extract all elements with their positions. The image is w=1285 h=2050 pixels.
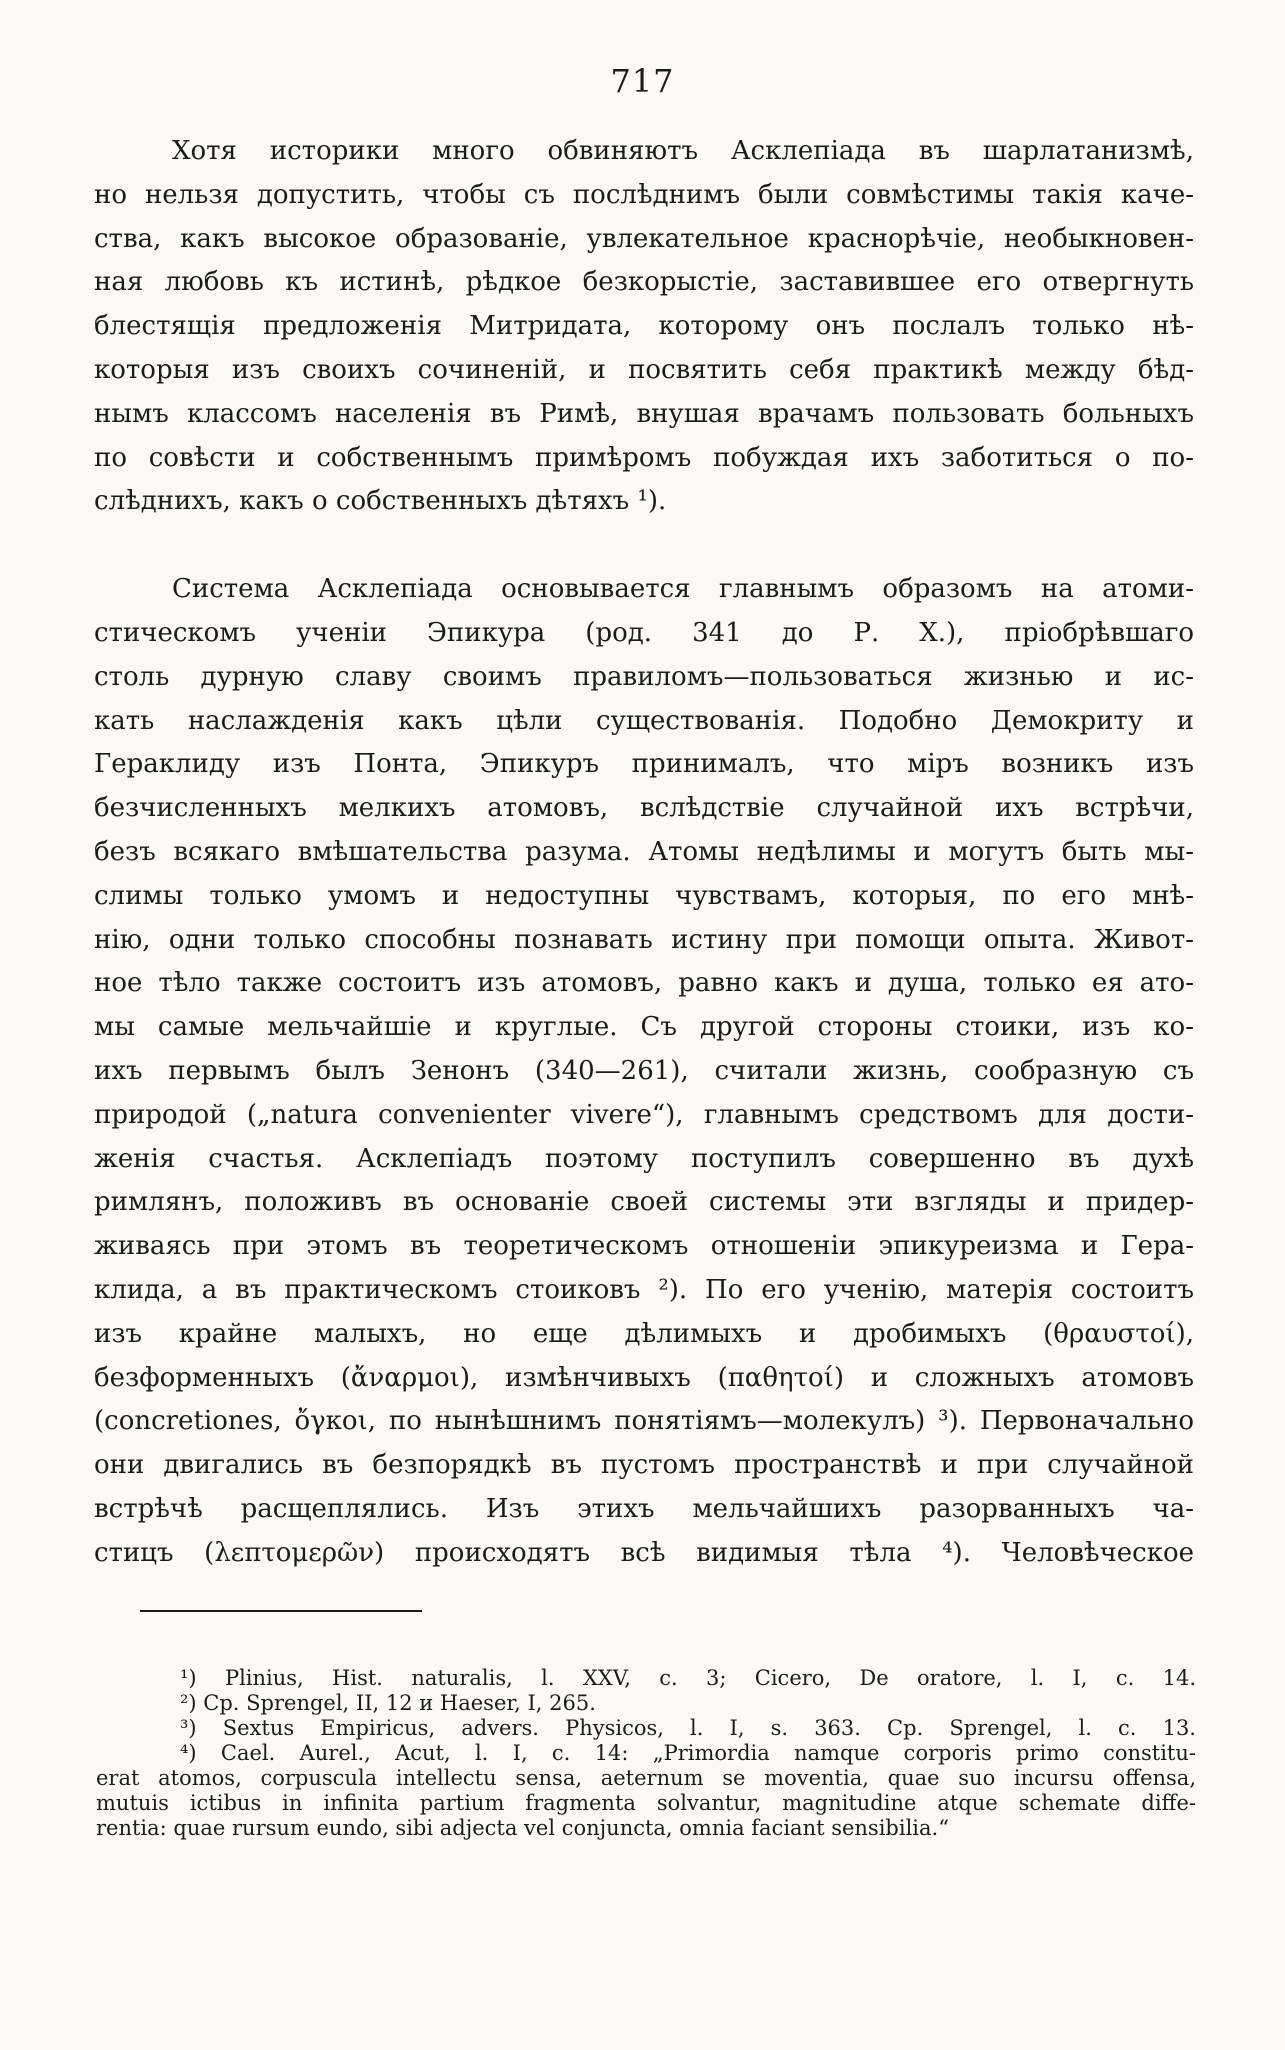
- text-line: безчисленныхъ мелкихъ атомовъ, вслѣдствіе случайной ихъ встрѣчи,: [94, 793, 1194, 824]
- text-line: изъ крайне малыхъ, но еще дѣлимыхъ и дробимыхъ (θραυστοί),: [94, 1318, 1194, 1349]
- text-line: встрѣчѣ расщеплялись. Изъ этихъ мельчайшихъ разорванныхъ ча-: [94, 1493, 1194, 1524]
- text-line: Хотя историки много обвиняютъ Асклепіада въ шарлатанизмѣ,: [172, 136, 1194, 166]
- text-line: кать наслажденія какъ цѣли существованія. Подобно Демокриту и: [94, 705, 1194, 736]
- text-line: но нельзя допустить, чтобы съ послѣднимъ были совмѣстимы такія каче-: [94, 179, 1194, 210]
- footnote-3: ³) Sextus Empiricus, advers. Physicos, l. I, s. 363. Cp. Sprengel, l. c. 13.: [180, 1716, 1196, 1740]
- text-line: ства, какъ высокое образованіе, увлекательное краснорѣчіе, необыкновен-: [94, 223, 1194, 254]
- text-line: Гераклиду изъ Понта, Эпикуръ принималъ, что міръ возникъ изъ: [94, 749, 1194, 780]
- footnote-separator: [140, 1610, 422, 1612]
- text-line: нымъ классомъ населенія въ Римѣ, внушая врачамъ пользовать больныхъ: [94, 398, 1194, 429]
- text-line: нію, одни только способны познавать истину при помощи опыта. Живот-: [94, 924, 1194, 955]
- paragraph-1: [94, 130, 1194, 524]
- text-line: блестящія предложенія Митридата, которому онъ послалъ только нѣ-: [94, 311, 1194, 342]
- paragraph-2: [94, 568, 1194, 1575]
- footnote-2: ²) Cp. Sprengel, II, 12 и Haeser, I, 265.: [180, 1691, 596, 1715]
- text-line: ное тѣло также состоитъ изъ атомовъ, равно какъ и душа, только ея ато-: [94, 968, 1194, 999]
- text-line: клида, а въ практическомъ стоиковъ ²). По его ученію, матерія состоитъ: [94, 1274, 1194, 1305]
- footnote-4-cont: mutuis ictibus in infinita partium fragmenta solvantur, magnitudine atque schemate diffe-: [96, 1791, 1196, 1815]
- text-line: живаясь при этомъ въ теоретическомъ отношеніи эпикуреизма и Гера-: [94, 1231, 1194, 1262]
- footnotes: [96, 1666, 1196, 1841]
- text-line: мы самые мельчайшіе и круглые. Съ другой стороны стоики, изъ ко-: [94, 1012, 1194, 1043]
- text-line: безформенныхъ (ἄναρμοι), измѣнчивыхъ (παθητοί) и сложныхъ атомовъ: [94, 1362, 1194, 1393]
- text-line: римлянъ, положивъ въ основаніе своей системы эти взгляды и придер-: [94, 1187, 1194, 1218]
- text-line: (concretiones, ὄγκοι, по нынѣшнимъ понятіямъ—молекулъ) ³). Первоначально: [94, 1406, 1194, 1437]
- body-text: [94, 130, 1194, 1576]
- text-line: ихъ первымъ былъ Зенонъ (340—261), считали жизнь, сообразную съ: [94, 1055, 1194, 1086]
- text-line: Система Асклепіада основывается главнымъ образомъ на атоми-: [172, 574, 1194, 605]
- footnote-1: ¹) Plinius, Hist. naturalis, l. XXV, c. 3; Cicero, De oratore, l. I, c. 14.: [180, 1666, 1196, 1690]
- text-line: женія счастья. Асклепіадъ поэтому поступилъ совершенно въ духѣ: [94, 1143, 1194, 1174]
- text-line: они двигались въ безпорядкѣ въ пустомъ пространствѣ и при случайной: [94, 1450, 1194, 1481]
- text-line: природой („natura convenienter vivere“), главнымъ средствомъ для дости-: [94, 1099, 1194, 1130]
- text-line: безъ всякаго вмѣшательства разума. Атомы недѣлимы и могутъ быть мы-: [94, 836, 1194, 867]
- text-line: столь дурную славу своимъ правиломъ—пользоваться жизнью и ис-: [94, 661, 1194, 692]
- text-line: которыя изъ своихъ сочиненій, и посвятить себя практикѣ между бѣд-: [94, 354, 1194, 385]
- footnote-4: ⁴) Cael. Aurel., Acut, l. I, c. 14: „Primordia namque corporis primo constitu-: [180, 1741, 1196, 1765]
- text-line: ная любовь къ истинѣ, рѣдкое безкорыстіе, заставившее его отвергнуть: [94, 267, 1194, 298]
- footnote-4-cont: erat atomos, corpuscula intellectu sensa, aeternum se moventia, quae suo incursu offensa,: [96, 1766, 1196, 1790]
- text-line: по совѣсти и собственнымъ примѣромъ побуждая ихъ заботиться о по-: [94, 442, 1194, 473]
- footnote-4-cont: rentia: quae rursum eundo, sibi adjecta vel conjuncta, omnia faciant sensibilia.“: [96, 1816, 949, 1840]
- text-line: стическомъ ученіи Эпикура (род. 341 до Р. Х.), пріобрѣвшаго: [94, 617, 1194, 648]
- text-line: слимы только умомъ и недоступны чувствамъ, которыя, по его мнѣ-: [94, 880, 1194, 911]
- text-line: слѣднихъ, какъ о собственныхъ дѣтяхъ ¹).: [94, 486, 667, 517]
- text-line: стицъ (λεπτομερῶν) происходятъ всѣ видимыя тѣла ⁴). Человѣческое: [94, 1537, 1194, 1568]
- page-number: 717: [610, 62, 675, 100]
